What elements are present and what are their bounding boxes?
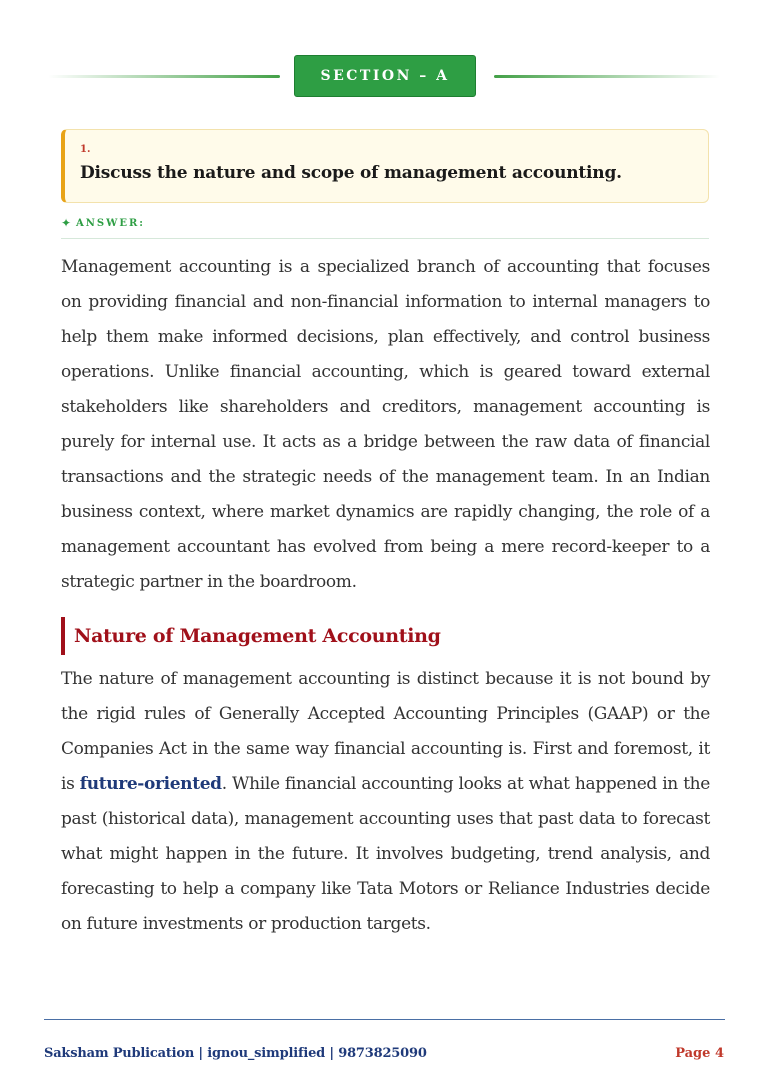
page-number: Page 4 — [675, 1046, 724, 1061]
nature-text-part2: . While financial accounting looks at what happened in the past (historical data), management accounting uses that past data to forecast what might happen in the future. It involves budgeting, trend analysis, and forecasting to help a company like Tata Motors or Reliance Industries decide on future investments or production targets. — [61, 774, 710, 934]
nature-paragraph — [61, 662, 710, 942]
section-rule-right — [494, 75, 720, 78]
answer-label: ANSWER: — [76, 218, 145, 229]
question-box — [61, 129, 709, 203]
answer-label-row — [61, 216, 709, 239]
diamond-star-icon: ✦ — [61, 216, 72, 230]
intro-paragraph: Management accounting is a specialized branch of accounting that focuses on providing financial and non-financial information to internal managers to help them make informed decisions, plan effectively, and control business operations. Unlike financial accounting, which is geared toward external stakeholders like shareholders and creditors, management accounting is purely for internal use. It acts as a bridge between the raw data of financial transactions and the strategic needs of the management team. In an Indian business context, where market dynamics are rapidly changing, the role of a management accountant has evolved from being a mere record-keeper to a strategic partner in the boardroom. — [61, 257, 710, 592]
question-text: Discuss the nature and scope of management accounting. — [80, 163, 622, 183]
future-oriented-highlight: future-oriented — [79, 774, 222, 794]
footer-publisher: Saksham Publication | ignou_simplified | 9873825090 — [44, 1046, 427, 1061]
nature-text-part1: The nature of management accounting is distinct because it is not bound by the rigid rules of Generally Accepted Accounting Principles (GAAP) or the Companies Act in the same way financial accounting is. First and foremost, it is — [61, 669, 710, 794]
section-rule-left — [48, 75, 280, 78]
footer-divider — [44, 1019, 725, 1020]
section-badge: SECTION – A — [294, 55, 476, 97]
nature-heading: Nature of Management Accounting — [61, 617, 711, 655]
question-number: 1. — [80, 144, 91, 155]
section-header — [48, 54, 720, 100]
